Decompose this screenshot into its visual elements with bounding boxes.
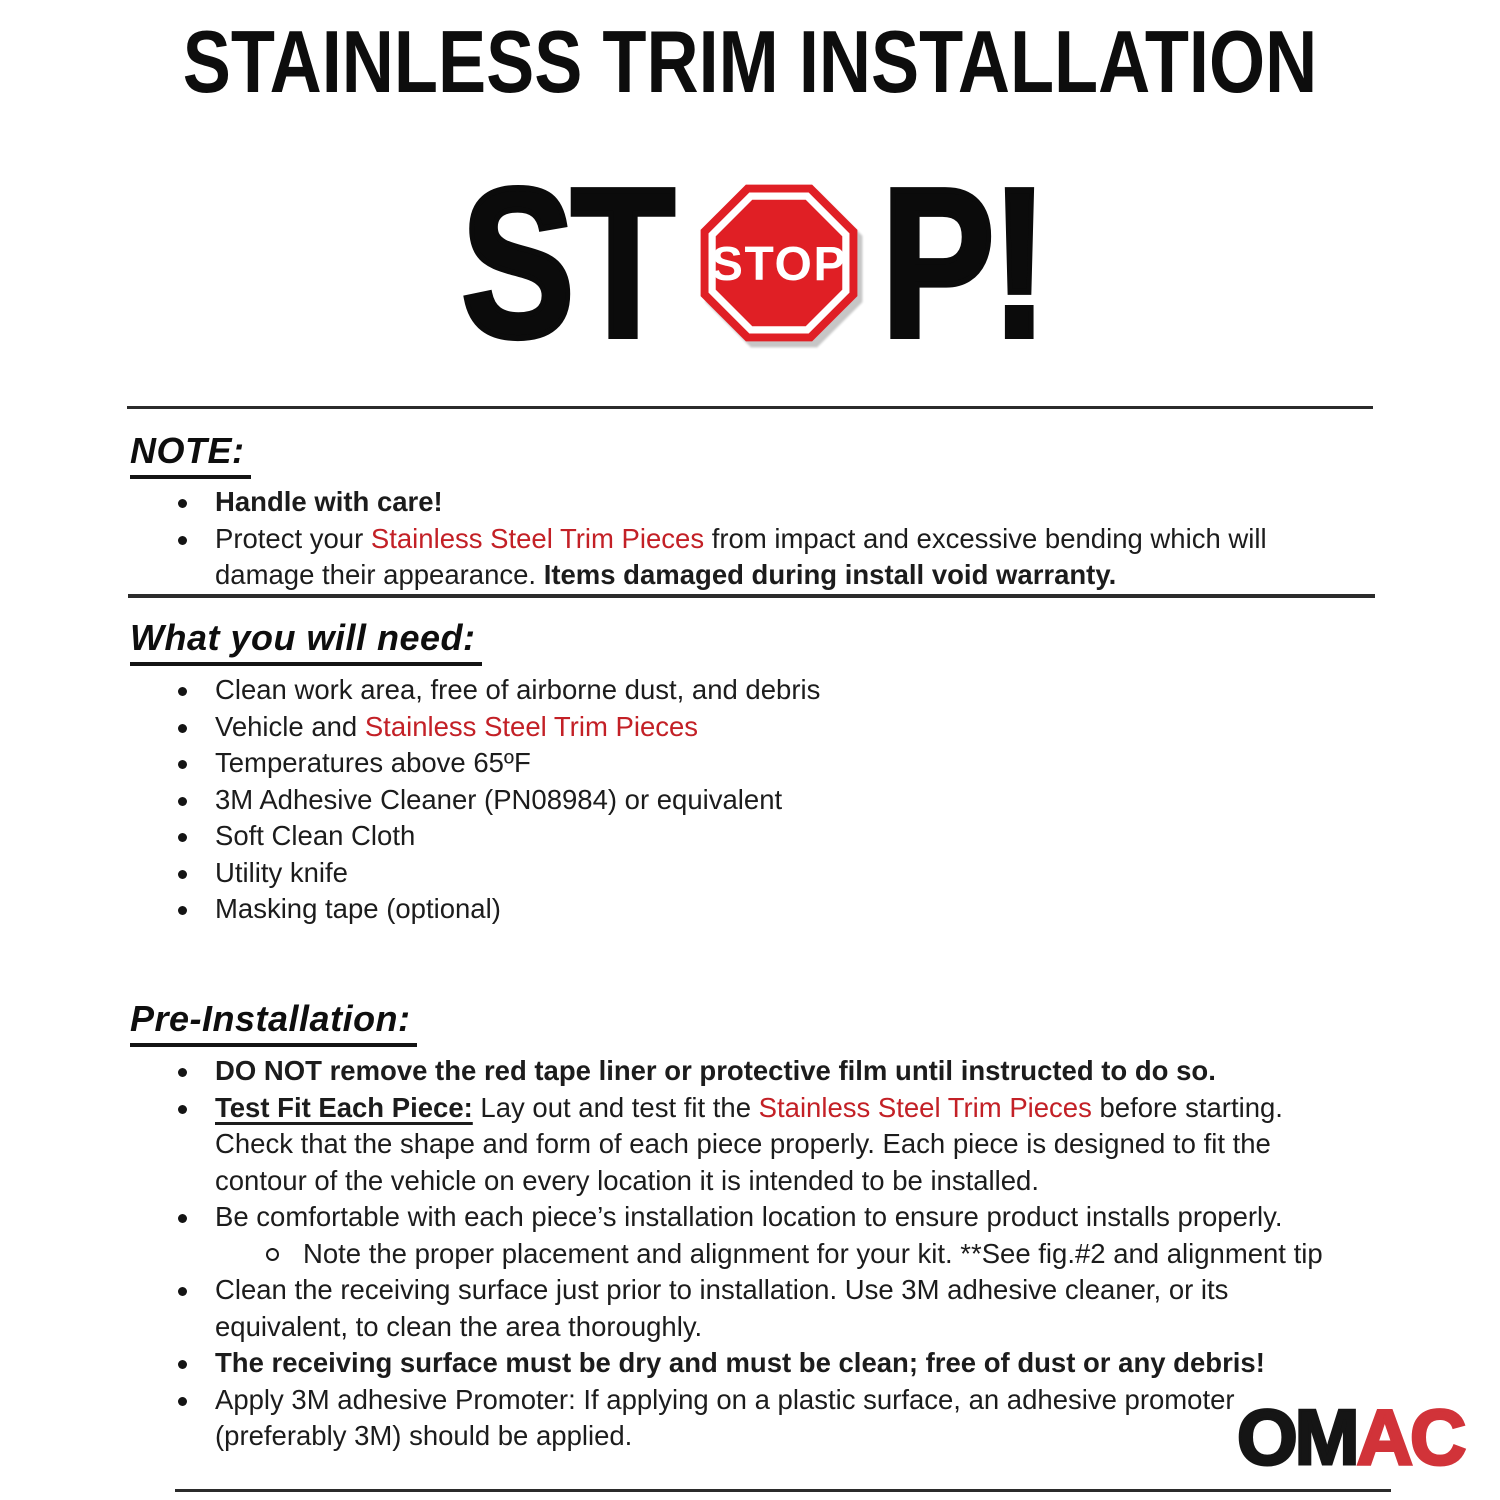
bullet-item <box>178 1199 1346 1236</box>
bullet-item <box>178 672 1338 709</box>
bullet-item <box>178 745 1338 782</box>
bullet-icon <box>178 536 187 545</box>
bullet-text: 3M Adhesive Cleaner (PN08984) or equivalent <box>215 783 783 815</box>
bullet-text: Note the proper placement and alignment for your kit. **See fig.#2 and alignment tip <box>303 1237 1323 1269</box>
omac-logo-text-red: AC <box>1356 1393 1464 1481</box>
bullet-text: The receiving surface must be dry and must be clean; free of dust or any debris! <box>215 1347 1265 1378</box>
stop-sign-label: STOP <box>711 237 848 291</box>
bullet-item <box>178 521 1318 594</box>
omac-logo-text-black: OM <box>1237 1393 1357 1481</box>
bullet-text: Clean work area, free of airborne dust, and debris <box>215 674 821 705</box>
what-you-will-need-heading: What you will need: <box>130 617 482 666</box>
bullet-item <box>178 484 1318 521</box>
bullet-icon <box>178 1360 187 1369</box>
bullet-text: DO NOT remove the red tape liner or protective film until instructed to do so. <box>215 1055 1216 1086</box>
bullet-text: Masking tape (optional) <box>215 893 501 924</box>
bullet-item <box>178 1272 1346 1345</box>
bullet-text: Apply 3M adhesive Promoter: If applying on a plastic surface, an adhesive promoter (preferably 3M) should be applied. <box>215 1383 1235 1451</box>
bullet-icon <box>178 760 187 769</box>
bullet-icon <box>178 499 187 508</box>
stop-sign-icon <box>699 183 859 343</box>
bullet-text: Clean the receiving surface just prior to installation. Use 3M adhesive cleaner, or its equivalent, to clean the area thoroughly. <box>215 1274 1229 1342</box>
bullet-icon <box>178 870 187 879</box>
bullet-text: Temperatures above 65ºF <box>215 747 531 778</box>
bullet-item <box>178 1090 1346 1200</box>
bullet-text: Protect your Stainless Steel Trim Pieces from impact and excessive bending which will damage their appearance. Items damaged during install void warranty. <box>215 522 1267 590</box>
bullet-text: Soft Clean Cloth <box>215 820 416 851</box>
bullet-icon <box>178 1105 187 1114</box>
divider-bottom <box>175 1489 1391 1492</box>
bullet-text: Handle with care! <box>215 486 443 517</box>
bullet-icon <box>178 1287 187 1296</box>
sub-bullet-item <box>178 1236 1346 1273</box>
bullet-item <box>178 1382 1346 1455</box>
stop-word-left: ST <box>460 143 672 381</box>
stop-word-right: P! <box>881 143 1046 381</box>
bullet-text: Test Fit Each Piece: Lay out and test fit the Stainless Steel Trim Pieces before starting. Check that the shape and form of each piece properly. Each piece is designed to fit the contour of the vehicle on every location it is intended to be installed. <box>215 1091 1283 1196</box>
what-you-will-need-list <box>178 672 1338 928</box>
divider-top <box>127 406 1373 409</box>
bullet-item <box>178 891 1338 928</box>
omac-logo <box>1237 1393 1464 1481</box>
bullet-text: Utility knife <box>215 856 348 888</box>
bullet-item <box>178 709 1338 746</box>
bullet-icon <box>178 1397 187 1406</box>
note-heading: NOTE: <box>130 430 251 479</box>
stop-graphic <box>0 143 1500 381</box>
bullet-icon <box>178 1068 187 1077</box>
bullet-icon <box>178 724 187 733</box>
bullet-item <box>178 818 1338 855</box>
note-list <box>178 484 1318 594</box>
bullet-icon <box>178 1214 187 1223</box>
bullet-icon <box>178 687 187 696</box>
bullet-item <box>178 782 1338 819</box>
pre-installation-list <box>178 1053 1346 1455</box>
bullet-item <box>178 855 1338 892</box>
bullet-icon <box>178 906 187 915</box>
bullet-icon <box>178 797 187 806</box>
divider-note-bottom <box>128 594 1375 598</box>
bullet-icon <box>178 833 187 842</box>
bullet-text: Be comfortable with each piece’s installation location to ensure product installs properly. <box>215 1201 1283 1232</box>
pre-installation-heading: Pre-Installation: <box>130 998 417 1047</box>
page-title: STAINLESS TRIM INSTALLATION <box>182 12 1318 111</box>
circle-bullet-icon <box>266 1248 279 1261</box>
bullet-item <box>178 1053 1346 1090</box>
bullet-text: Vehicle and Stainless Steel Trim Pieces <box>215 710 699 742</box>
bullet-item <box>178 1345 1346 1382</box>
